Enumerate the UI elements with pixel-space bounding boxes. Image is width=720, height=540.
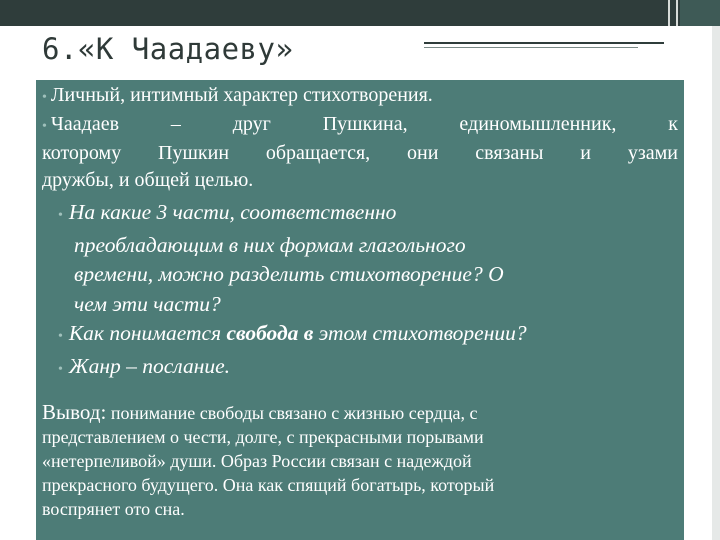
conclusion-line: воспрянет ото сна. bbox=[42, 499, 185, 519]
bullet-icon: • bbox=[58, 329, 63, 344]
intro-item: • Чаадаев – друг Пушкина, единомышленник, к bbox=[42, 113, 678, 135]
intro-item: • Личный, интимный характер стихотворения. bbox=[42, 84, 433, 106]
header-accent bbox=[680, 0, 720, 26]
slide-title: 6.«К Чаадаеву» bbox=[42, 32, 294, 66]
intro-continuation: дружбы, и общей целью. bbox=[42, 169, 254, 191]
slide-content bbox=[42, 82, 678, 521]
conclusion-line: «нетерпеливой» души. Образ России связан с надеждой bbox=[42, 451, 472, 471]
bullet-icon: • bbox=[42, 119, 47, 134]
conclusion-line: прекрасного будущего. Она как спящий богатырь, который bbox=[42, 475, 495, 495]
header-divider bbox=[676, 0, 678, 26]
title-rule-thin bbox=[424, 47, 638, 48]
right-edge-strip bbox=[712, 26, 720, 540]
question-list bbox=[42, 198, 678, 384]
conclusion-line: представлением о чести, долге, с прекрасными порывами bbox=[42, 427, 484, 447]
conclusion-label: Вывод: bbox=[42, 400, 107, 424]
question-item: • Жанр – послание. bbox=[58, 353, 231, 378]
title-rule bbox=[424, 42, 664, 44]
conclusion-line: Вывод: понимание свободы связано с жизнью сердца, с bbox=[42, 400, 478, 424]
intro-continuation: которому Пушкин обращается, они связаны и узами bbox=[42, 142, 678, 164]
bullet-icon: • bbox=[42, 90, 47, 105]
question-item: • На какие 3 части, соответственно преобладающим в них формам глагольного времени, можно разделить стихотворение? О чем эти части? bbox=[58, 200, 504, 316]
header-divider bbox=[668, 0, 670, 26]
header-bar bbox=[0, 0, 720, 26]
conclusion bbox=[42, 400, 672, 521]
bullet-icon: • bbox=[58, 208, 63, 223]
bullet-icon: • bbox=[58, 361, 63, 377]
question-item: • Как понимается свобода в этом стихотворении? bbox=[58, 321, 527, 345]
emphasis-freedom: свобода в bbox=[226, 321, 314, 345]
